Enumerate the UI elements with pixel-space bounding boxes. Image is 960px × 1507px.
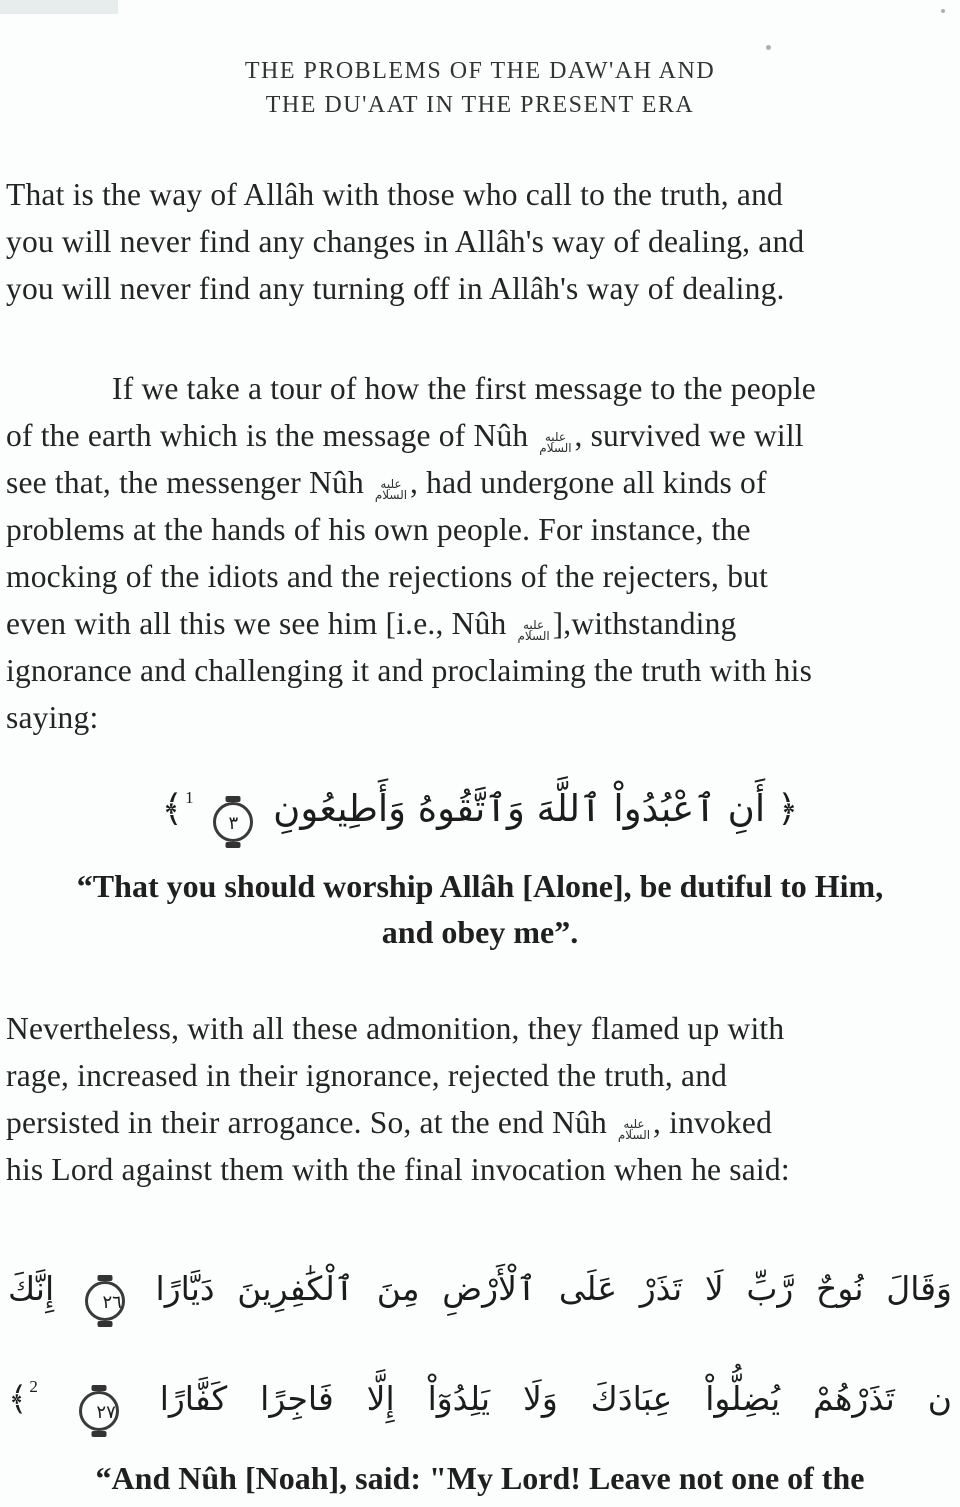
text-line: you will never find any turning off in Allâh's way of dealing.: [6, 271, 785, 306]
text-line: even with all this we see him [i.e., Nûh عليه السلام],withstanding: [6, 606, 737, 643]
text-line: mocking of the idiots and the rejections of the rejecters, but: [6, 559, 769, 594]
ayah-number-badge: ٢٦: [85, 1281, 125, 1321]
quran-verse-71-26: [0, 1249, 960, 1329]
text-line: his Lord against them with the final invocation when he said:: [6, 1152, 790, 1187]
verse-arabic-text: أَنِ ٱعْبُدُواْ ٱللَّهَ وَٱتَّقُوهُ وَأَطِيعُونِ: [273, 787, 766, 830]
text-line: you will never find any changes in Allâh's way of dealing, and: [6, 224, 805, 259]
text-line: problems at the hands of his own people. For instance, the: [6, 512, 751, 547]
verse-arabic-text: وَقَالَ نُوحٌ رَّبِّ لَا تَذَرْ عَلَى ٱلْأَرْضِ مِنَ ٱلْكَٰفِرِينَ دَيَّارًا: [155, 1269, 952, 1308]
quran-verse-71-3: [0, 769, 960, 849]
footnote-marker: 1: [185, 788, 194, 807]
text-line: ignorance and challenging it and proclaiming the truth with his: [6, 653, 813, 688]
ayah-number-badge: ٣: [213, 802, 253, 842]
page-title-line-1: THE PROBLEMS OF THE DAW'AH AND: [244, 58, 716, 84]
ayah-number-badge: ٢٧: [79, 1391, 119, 1431]
alayhis-salam-honorific: عليه السلام: [617, 1117, 651, 1142]
paragraph-nuh-story: [0, 365, 960, 741]
text-line: persisted in their arrogance. So, at the end Nûh عليه السلام, invoked: [6, 1105, 773, 1142]
verse-arabic-text: ن تَذَرْهُمْ يُضِلُّواْ عِبَادَكَ وَلَا يَلِدُوٓاْ إِلَّا فَاجِرًا كَفَّارًا: [159, 1379, 952, 1418]
text-line: If we take a tour of how the first message to the people: [112, 371, 816, 406]
text-line: and obey me”.: [381, 914, 579, 950]
alayhis-salam-honorific: عليه السلام: [517, 618, 550, 643]
scan-artifact-strip: [0, 0, 118, 14]
paragraph-invocation: [0, 1005, 960, 1193]
ornate-open-bracket: ﴿: [776, 787, 799, 830]
quran-verse-71-27: [0, 1359, 960, 1439]
text-line: saying:: [6, 700, 99, 735]
page-title-line-2: THE DU'AAT IN THE PRESENT ERA: [265, 92, 695, 118]
verse-translation-2: [0, 1455, 960, 1501]
text-line: “That you should worship Allâh [Alone], be dutiful to Him,: [76, 868, 884, 904]
text-line: Nevertheless, with all these admonition, they flamed up with: [6, 1011, 785, 1046]
text-line: of the earth which is the message of Nûh عليه السلام, survived we will: [6, 418, 804, 455]
scan-speck: [766, 45, 771, 50]
verse-translation-1: [0, 863, 960, 955]
alayhis-salam-honorific: عليه السلام: [539, 430, 572, 455]
verse-closing-ornament: [161, 769, 193, 849]
text-line: see that, the messenger Nûh عليه السلام, had undergone all kinds of: [6, 465, 767, 502]
text-line: “And Nûh [Noah], said: "My Lord! Leave not one of the: [95, 1460, 865, 1496]
scan-speck: [941, 9, 945, 13]
page-title: [0, 0, 960, 122]
alayhis-salam-honorific: عليه السلام: [374, 477, 408, 502]
verse-arabic-text: إِنَّكَ: [8, 1269, 55, 1308]
footnote-marker: 2: [29, 1377, 38, 1396]
text-line: That is the way of Allâh with those who call to the truth, and: [6, 177, 783, 212]
text-line: rage, increased in their ignorance, rejected the truth, and: [6, 1058, 728, 1093]
paragraph-intro: [0, 171, 960, 312]
ornate-close-bracket: ﴾: [8, 1379, 28, 1418]
ornate-close-bracket: ﴾: [161, 787, 184, 830]
verse-closing-ornament: [8, 1359, 38, 1439]
